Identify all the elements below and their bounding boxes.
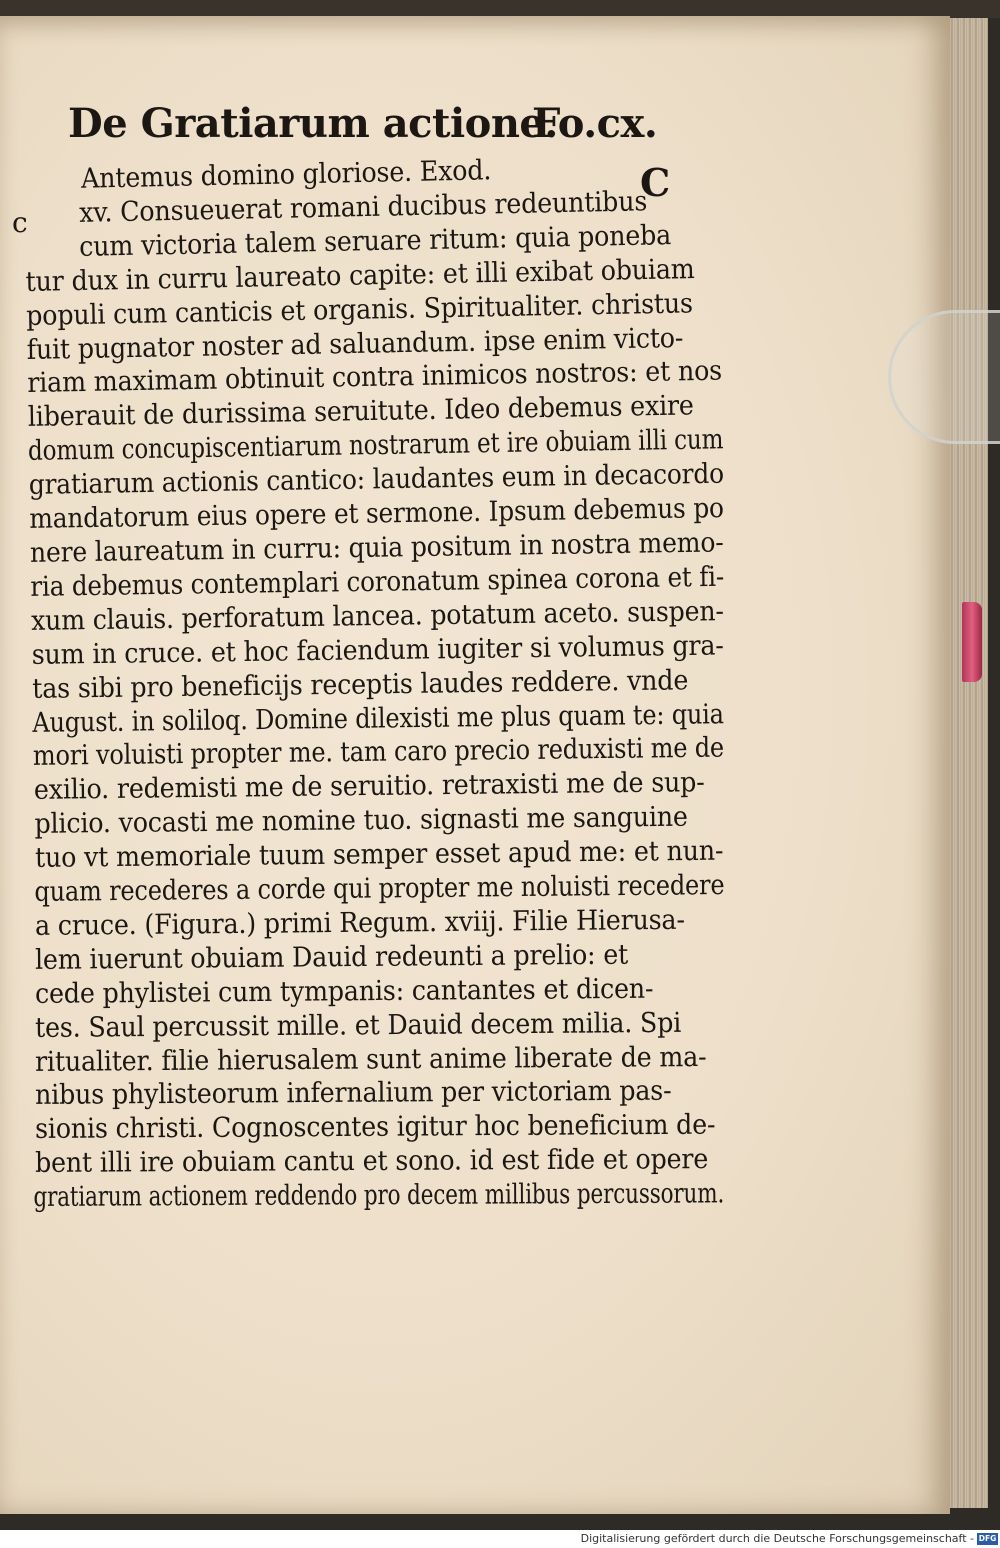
text-line: xv. Consueuerat romani ducibus redeuntibus — [78, 185, 648, 229]
text-line: nibus phylisteorum infernalium per victoriam pas- — [34, 1075, 672, 1112]
bookmark-ribbon — [962, 602, 982, 682]
margin-letter: c — [12, 206, 28, 239]
text-line: domum concupiscentiarum nostrarum et ire obuiam illi cum — [27, 423, 724, 468]
running-title: De Gratiarum actione. — [68, 100, 558, 147]
text-line: exilio. redemisti me de seruitio. retraxisti me de sup- — [33, 766, 705, 807]
text-line: populi cum canticis et organis. Spiritualiter. christus — [25, 287, 694, 332]
body-text — [24, 154, 784, 1215]
text-block — [24, 100, 784, 1215]
text-line: tas sibi pro beneficijs receptis laudes reddere. vnde — [32, 663, 689, 705]
text-line: riam maximam obtinuit contra inimicos nostros: et nos — [27, 355, 723, 400]
footer-bar — [0, 1530, 1000, 1548]
text-line: nere laureatum in curru: quia positum in nostra memo- — [29, 526, 724, 569]
footer-credit: Digitalisierung gefördert durch die Deutsche Forschungsgemeinschaft - — [580, 1532, 974, 1545]
text-line: plicio. vocasti me nomine tuo. signasti me sanguine — [34, 800, 688, 841]
text-line: gratiarum actionem reddendo pro decem millibus percussorum. — [33, 1177, 725, 1214]
text-line: lem iuerunt obuiam Dauid redeunti a prelio: et — [34, 938, 629, 976]
text-line: sum in cruce. et hoc faciendum iugiter si volumus gra- — [31, 629, 724, 671]
text-line: Antemus domino gloriose. Exod. — [80, 154, 492, 195]
text-line: bent illi ire obuiam cantu et sono. id est fide et opere — [34, 1143, 709, 1180]
text-line: tuo vt memoriale tuum semper esset apud me: et nun- — [34, 834, 724, 875]
text-line: ritualiter. filie hierusalem sunt anime liberate de ma- — [34, 1040, 707, 1078]
text-line: liberauit de durissima seruitute. Ideo debemus exire — [27, 389, 694, 434]
dfg-logo: DFG — [978, 1534, 997, 1543]
text-line: xum clauis. perforatum lancea. potatum aceto. suspen- — [30, 594, 724, 637]
text-line: a cruce. (Figura.) primi Regum. xviij. Filie Hierusa- — [34, 903, 685, 942]
text-line: ria debemus contemplari coronatum spinea corona et fi- — [30, 560, 725, 603]
text-line: tes. Saul percussit mille. et Dauid decem milia. Spi — [34, 1006, 682, 1044]
folio-number: Fo.cx. — [532, 100, 658, 147]
book-page — [0, 16, 950, 1514]
text-line: August. in soliloq. Domine dilexisti me plus quam te: quia — [32, 697, 724, 739]
lombard-initial: C — [640, 160, 671, 205]
text-line: mandatorum eius opere et sermone. Ipsum debemus po — [29, 492, 725, 535]
text-line: cum victoria talem seruare ritum: quia poneba — [78, 218, 672, 263]
text-line: quam recederes a corde qui propter me noluisti recedere — [34, 869, 725, 908]
text-line: gratiarum actionis cantico: laudantes eum in decacordo — [28, 457, 725, 502]
text-line: fuit pugnator noster ad saluandum. ipse enim victo- — [26, 321, 684, 366]
text-line: cede phylistei cum tympanis: cantantes et dicen- — [34, 972, 654, 1010]
text-line: mori voluisti propter me. tam caro precio reduxisti me de — [32, 731, 725, 773]
text-line: sionis christi. Cognoscentes igitur hoc beneficium de- — [34, 1109, 716, 1146]
text-line: tur dux in curru laureato capite: et illi exibat obuiam — [25, 252, 695, 298]
